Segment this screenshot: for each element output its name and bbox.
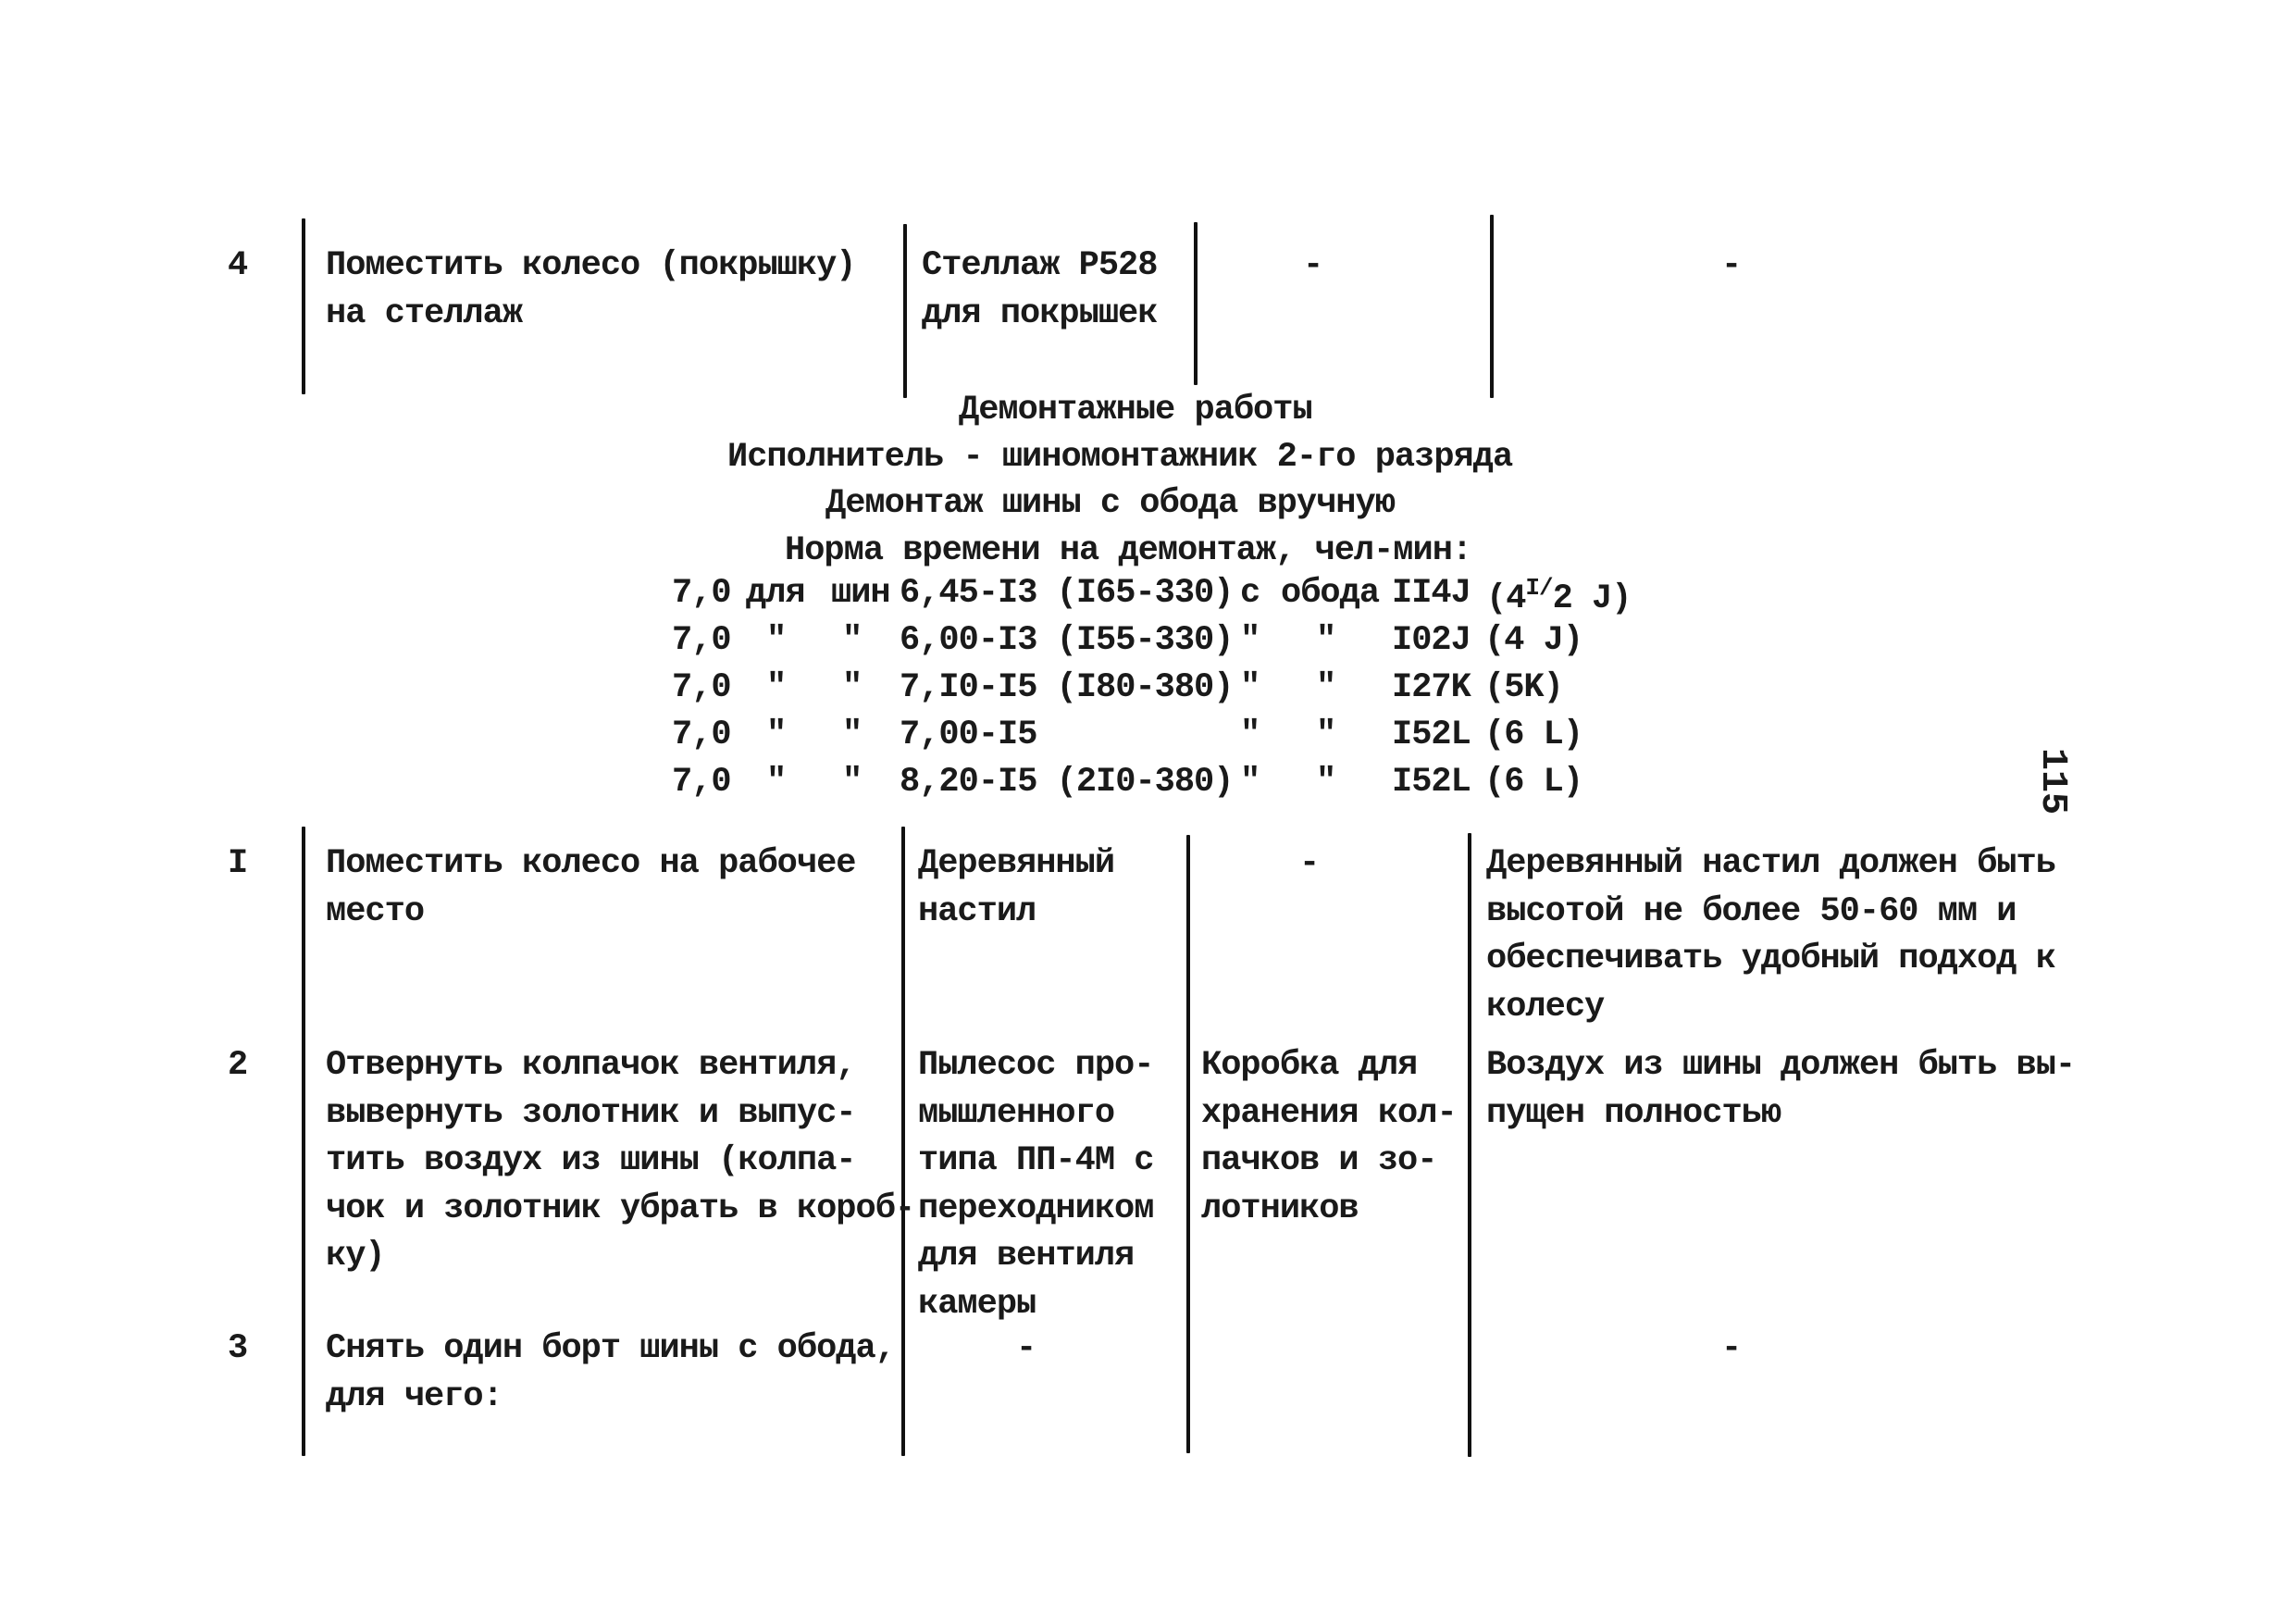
norm-for: " (766, 716, 787, 754)
norm-size: 6,00-I3 (I55-330) (900, 621, 1234, 660)
requirements-text: Воздух из шины должен быть вы- пущен полностью (1486, 1046, 2076, 1133)
norm-rim: I27K (1392, 668, 1471, 707)
operation-text: Поместить колесо на рабочее место (326, 844, 856, 931)
requirements-dash: - (1721, 246, 1743, 285)
norm-tires: " (842, 668, 863, 707)
tools-dash: - (1299, 844, 1321, 883)
norm-from: " (1240, 716, 1260, 754)
operation-text: Поместить колесо (покрышку) на стеллаж (326, 246, 856, 333)
norm-rim-word: " (1316, 716, 1336, 754)
norm-rim-alt: (6 L) (1484, 716, 1583, 754)
norm-time: 7,0 (672, 716, 731, 754)
equipment-text: Пылесос про- мышленного типа ПП-4М с переходником для вентиля камеры (918, 1046, 1154, 1324)
equipment-text: Деревянный настил (918, 844, 1115, 931)
equipment-dash: - (1016, 1329, 1037, 1368)
operation-text: Отвернуть колпачок вентиля, вывернуть золотник и выпус- тить воздух из шины (колпа- чок и золотник убрать в короб- ку) (326, 1046, 915, 1276)
norm-tires: " (842, 763, 863, 802)
norm-rim-word: обода (1281, 574, 1380, 613)
norm-size: 7,00-I5 (900, 716, 1037, 754)
norm-for: " (766, 763, 787, 802)
norm-rim: I52L (1392, 763, 1471, 802)
rim-alt-sup: I/ (1525, 574, 1553, 602)
row-number: 3 (228, 1329, 248, 1368)
norm-from: " (1240, 621, 1260, 660)
operation-text: Снять один борт шины с обода, для чего: (326, 1329, 895, 1416)
norm-heading: Норма времени на демонтаж, чел-мин: (785, 531, 1472, 570)
norm-for: " (766, 621, 787, 660)
section-title: Демонтажные работы (959, 391, 1312, 429)
row-number: 2 (228, 1046, 248, 1085)
norm-size: 8,20-I5 (2I0-380) (900, 763, 1234, 802)
norm-rim: I52L (1392, 716, 1471, 754)
norm-rim-alt: (5K) (1484, 668, 1563, 707)
norm-rim: I02J (1392, 621, 1471, 660)
tools-text: Коробка для хранения кол- пачков и зо- лотников (1201, 1046, 1457, 1228)
column-divider (1186, 835, 1190, 1453)
page-number: 115 (2031, 748, 2073, 815)
norm-rim-word: " (1316, 668, 1336, 707)
column-divider (1194, 222, 1198, 385)
norm-rim-alt: (6 L) (1484, 763, 1583, 802)
norm-from: с (1240, 574, 1260, 613)
rim-alt-post: 2 J) (1552, 579, 1632, 618)
requirements-text: Деревянный настил должен быть высотой не более 50-60 мм и обеспечивать удобный подход к колесу (1486, 844, 2055, 1027)
norm-time: 7,0 (672, 574, 731, 613)
norm-from: " (1240, 668, 1260, 707)
norm-rim-alt: (4 J) (1484, 621, 1583, 660)
norm-tires: " (842, 716, 863, 754)
norm-size: 7,I0-I5 (I80-380) (900, 668, 1234, 707)
norm-from: " (1240, 763, 1260, 802)
equipment-text: Стеллаж Р528 для покрышек (922, 246, 1158, 333)
column-divider (302, 827, 305, 1456)
tools-dash: - (1303, 246, 1324, 285)
norm-tires: шин (831, 574, 890, 613)
requirements-dash: - (1721, 1329, 1743, 1368)
column-divider (302, 218, 305, 394)
norm-rim-word: " (1316, 763, 1336, 802)
norm-time: 7,0 (672, 763, 731, 802)
section-subtitle: Демонтаж шины с обода вручную (825, 484, 1395, 523)
norm-rim: II4J (1392, 574, 1471, 613)
norm-rim-alt (1486, 574, 1631, 618)
column-divider (1490, 215, 1494, 398)
performer-line: Исполнитель - шиномонтажник 2-го разряда (727, 438, 1513, 477)
norm-rim-word: " (1316, 621, 1336, 660)
norm-size: 6,45-I3 (I65-330) (900, 574, 1234, 613)
column-divider (903, 224, 907, 398)
row-number: 4 (228, 246, 248, 285)
norm-for: " (766, 668, 787, 707)
row-number: I (228, 844, 248, 883)
rim-alt-pre: (4 (1486, 579, 1526, 618)
norm-time: 7,0 (672, 621, 731, 660)
norm-time: 7,0 (672, 668, 731, 707)
norm-for: для (746, 574, 805, 613)
column-divider (1468, 833, 1471, 1457)
norm-tires: " (842, 621, 863, 660)
